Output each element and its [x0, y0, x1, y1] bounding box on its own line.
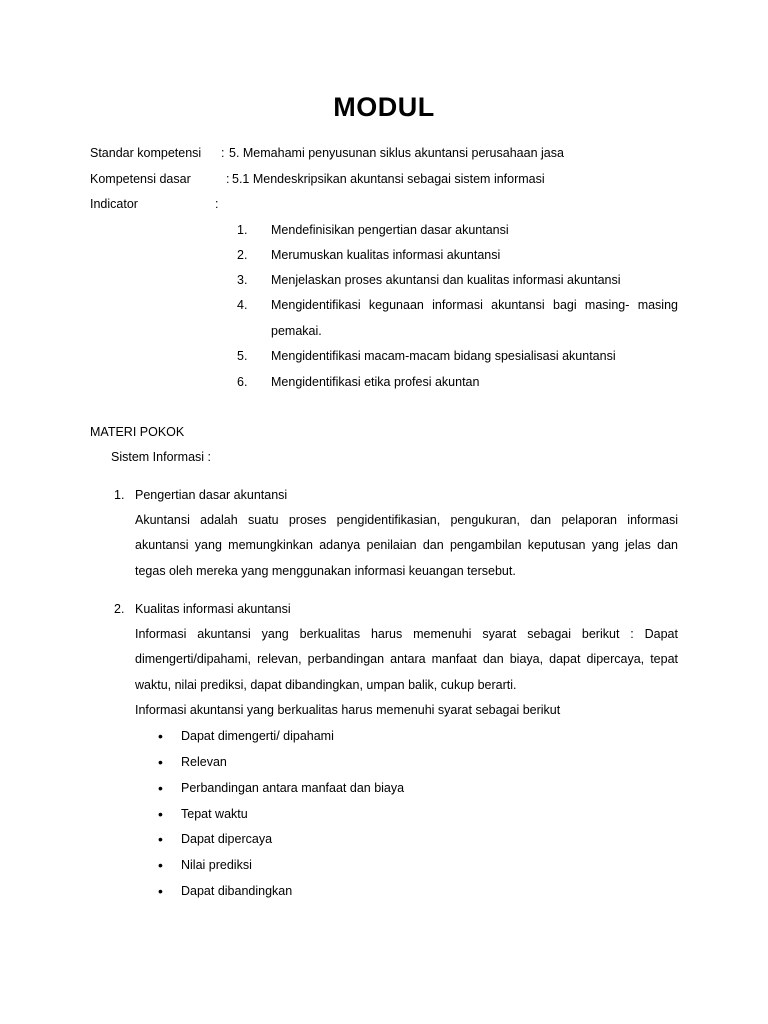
standar-label: Standar kompetensi [90, 146, 202, 160]
kompetensi-separator: : [226, 172, 230, 186]
bullet-item: Nilai prediksi [181, 858, 252, 872]
kompetensi-label: Kompetensi dasar [90, 172, 191, 186]
bullet-icon: • [158, 806, 163, 822]
indicator-item: Mengidentifikasi etika profesi akuntan [271, 375, 480, 389]
kompetensi-value: 5.1 Mendeskripsikan akuntansi sebagai sistem informasi [232, 172, 545, 186]
indicator-number: 1. [237, 223, 248, 237]
materi-heading: MATERI POKOK [90, 425, 185, 439]
section-paragraph-line: akuntansi yang memungkinkan adanya penilaian dan pengambilan keputusan yang jelas dan [135, 538, 678, 552]
bullet-item: Relevan [181, 755, 227, 769]
bullet-icon: • [158, 883, 163, 899]
page-title: MODUL [333, 92, 435, 122]
bullet-icon: • [158, 780, 163, 796]
bullet-icon: • [158, 754, 163, 770]
section-intro: Informasi akuntansi yang berkualitas harus memenuhi syarat sebagai berikut [135, 703, 561, 717]
bullet-icon: • [158, 728, 163, 744]
bullet-icon: • [158, 831, 163, 847]
indicator-item: Merumuskan kualitas informasi akuntansi [271, 248, 501, 262]
indicator-item: Mengidentifikasi macam-macam bidang spesialisasi akuntansi [271, 349, 616, 363]
bullet-item: Perbandingan antara manfaat dan biaya [181, 781, 405, 795]
standar-separator: : [221, 146, 225, 160]
indicator-item: Mengidentifikasi kegunaan informasi akuntansi bagi masing- masing [271, 298, 678, 312]
materi-subheading: Sistem Informasi : [111, 450, 212, 464]
bullet-item: Dapat dibandingkan [181, 884, 293, 898]
section-title: Pengertian dasar akuntansi [135, 488, 288, 502]
indicator-number: 5. [237, 349, 248, 363]
section-paragraph-line: waktu, nilai prediksi, dapat dibandingkan, umpan balik, cukup berarti. [135, 678, 517, 692]
section-number: 1. [114, 488, 125, 502]
indicator-number: 2. [237, 248, 248, 262]
indicator-item: Mendefinisikan pengertian dasar akuntansi [271, 223, 509, 237]
bullet-icon: • [158, 857, 163, 873]
indicator-separator: : [215, 197, 219, 211]
section-number: 2. [114, 602, 125, 616]
indicator-number: 4. [237, 298, 248, 312]
bullet-item: Dapat dimengerti/ dipahami [181, 729, 334, 743]
bullet-item: Tepat waktu [181, 807, 248, 821]
indicator-label: Indicator [90, 197, 138, 211]
indicator-item: Menjelaskan proses akuntansi dan kualitas informasi akuntansi [271, 273, 621, 287]
section-paragraph-line: dimengerti/dipahami, relevan, perbandingan antara manfaat dan biaya, dapat dipercaya, tepat [135, 652, 678, 666]
standar-value: 5. Memahami penyusunan siklus akuntansi perusahaan jasa [229, 146, 564, 160]
section-paragraph-line: Akuntansi adalah suatu proses pengidentifikasian, pengukuran, dan pelaporan informasi [135, 513, 678, 527]
section-title: Kualitas informasi akuntansi [135, 602, 291, 616]
indicator-number: 3. [237, 273, 248, 287]
indicator-number: 6. [237, 375, 248, 389]
indicator-item-continued: pemakai. [271, 324, 322, 338]
section-paragraph-line: tegas oleh mereka yang menggunakan informasi keuangan tersebut. [135, 564, 516, 578]
section-paragraph-line: Informasi akuntansi yang berkualitas harus memenuhi syarat sebagai berikut : Dapat [135, 627, 678, 641]
bullet-item: Dapat dipercaya [181, 832, 273, 846]
